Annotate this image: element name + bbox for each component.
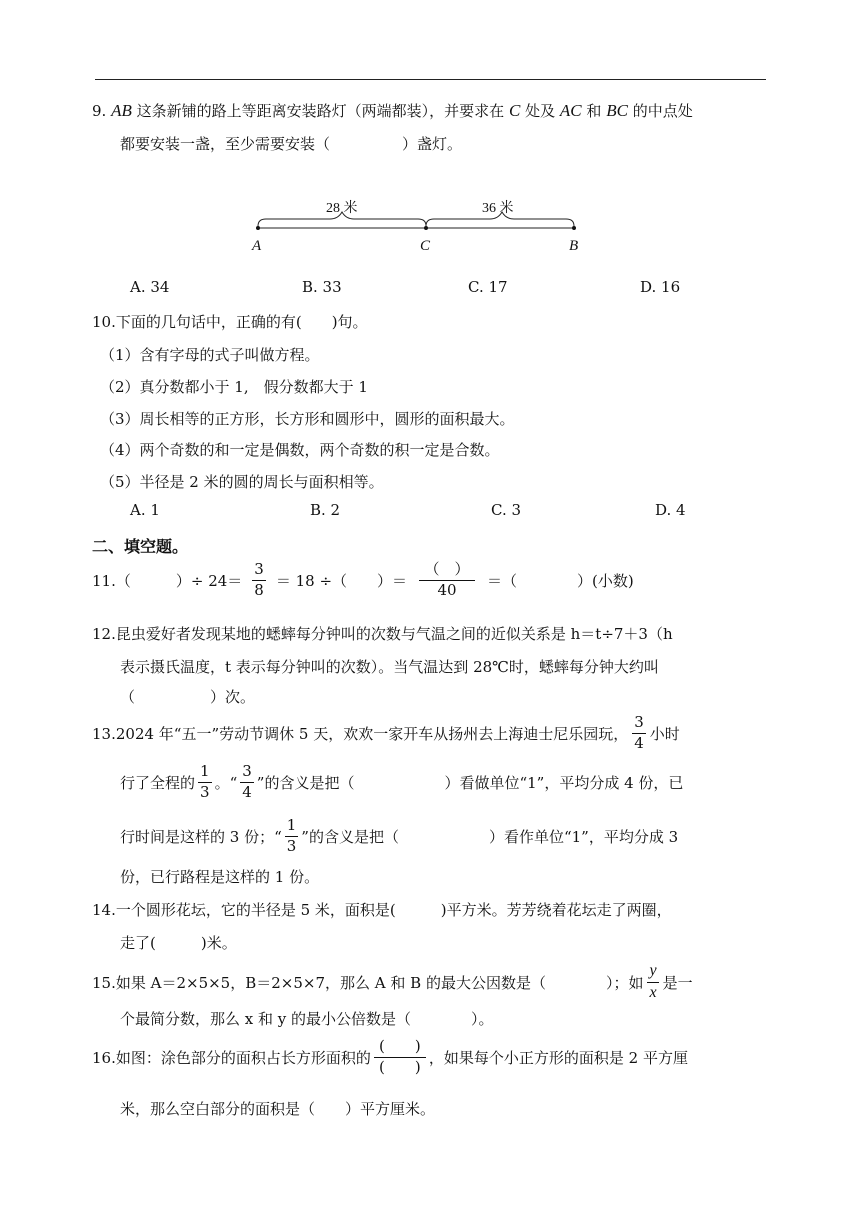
q13-fraction-1-3 (198, 761, 212, 801)
point-b (572, 226, 576, 230)
q9-text: 都要安装一盏，至少需要安装（ (120, 135, 331, 153)
q10-item-5: （5）半径是 2 米的圆的周长与面积相等。 (100, 473, 384, 491)
q13-line3 (120, 814, 678, 858)
q13-line2 (120, 760, 683, 804)
q12-line3: （ ）次。 (120, 688, 256, 706)
q9-option-b: B. 33 (302, 278, 342, 296)
q9-text: AB (111, 101, 132, 120)
q16-text: 16.如图：涂色部分的面积占长方形面积的 (92, 1048, 371, 1067)
fraction-numerator: ( ) (379, 1036, 421, 1055)
q9-line1 (92, 100, 693, 121)
q9-text: BC (606, 101, 628, 120)
q10-item-1: （1）含有字母的式子叫做方程。 (100, 346, 320, 364)
q11 (92, 558, 634, 602)
label-28m: 28 米 (326, 201, 358, 216)
fraction-bar (647, 982, 658, 983)
fraction-numerator: 1 (286, 815, 297, 834)
q9-text: AC (559, 101, 582, 120)
q13-text: 13.2024 年“五一”劳动节调休 5 天，欢欢一家开车从扬州去上海迪士尼乐园玩， (92, 724, 629, 743)
fraction-denominator: 4 (242, 782, 252, 801)
q11-fraction-blank-40 (419, 559, 475, 599)
fraction-denominator: x (649, 983, 657, 1001)
q10-option-b: B. 2 (310, 501, 341, 519)
fraction-denominator: 3 (286, 836, 297, 855)
q13-text: ”的含义是把（ ）看作单位“1”，平均分成 3 (301, 827, 679, 846)
q15-line1 (92, 960, 693, 1004)
q10-option-c: C. 3 (491, 501, 522, 519)
q13-text: 行了全程的 (120, 773, 196, 792)
q9-option-c: C. 17 (468, 278, 508, 296)
q15-fraction-y-x (647, 963, 658, 1002)
label-a: A (252, 238, 262, 254)
q16-line1 (92, 1034, 688, 1080)
q13-line4: 份，已行路程是这样的 1 份。 (120, 868, 320, 886)
q16-fraction-blank (374, 1036, 426, 1076)
fraction-numerator: 3 (242, 761, 252, 780)
q16-text: ，如果每个小正方形的面积是 2 平方厘 (428, 1048, 688, 1067)
q10-option-d: D. 4 (655, 501, 686, 519)
q11-text: ＝ 18 ÷（ ）＝ (275, 571, 408, 590)
q11-text: ＝（ ）(小数) (487, 571, 634, 590)
q16-line2: 米，那么空白部分的面积是（ ）平方厘米。 (120, 1100, 436, 1118)
q9-text: 这条新铺的路上等距离安装路灯（两端都装），并要求在 (136, 102, 505, 120)
label-36m: 36 米 (482, 201, 514, 216)
q15-line2: 个最简分数，那么 x 和 y 的最小公倍数是（ ）。 (120, 1010, 494, 1028)
q13-text: ”的含义是把（ ）看做单位“1”，平均分成 4 份，已 (256, 773, 684, 792)
q13-text: 行时间是这样的 3 份；“ (120, 827, 282, 846)
fraction-numerator: y (649, 961, 657, 979)
q13-fraction-1-3-quoted (285, 815, 299, 855)
q9-text: C (508, 101, 521, 120)
q9-option-a: A. 34 (130, 278, 170, 296)
q10-stem: 10.下面的几句话中，正确的有( )句。 (92, 313, 368, 331)
q9-text: ）盏灯。 (402, 135, 463, 153)
q9-text: 处及 (525, 102, 556, 120)
q10-item-3: （3）周长相等的正方形，长方形和圆形中，圆形的面积最大。 (100, 410, 515, 428)
q15-text: 15.如果 A＝2×5×5，B＝2×5×7，那么 A 和 B 的最大公因数是（ ）；如 (92, 973, 644, 992)
fraction-numerator: 3 (634, 712, 644, 731)
label-b: B (569, 238, 579, 254)
q14-line2: 走了( )米。 (120, 934, 237, 952)
fraction-denominator: 4 (634, 733, 644, 752)
point-c (424, 226, 428, 230)
q9-text: 和 (586, 102, 602, 120)
q9-text: 的中点处 (632, 102, 693, 120)
q14-line1: 14.一个圆形花坛，它的半径是 5 米，面积是( )平方米。芳芳绕着花坛走了两圈， (92, 901, 672, 919)
fraction-denominator: 3 (200, 782, 210, 801)
q12-line2: 表示摄氏温度，t 表示每分钟叫的次数）。当气温达到 28℃时，蟋蟀每分钟大约叫 (120, 658, 659, 676)
fraction-denominator: 8 (254, 580, 264, 599)
q13-text: 小时 (649, 724, 680, 743)
q12-line1: 12.昆虫爱好者发现某地的蟋蟀每分钟叫的次数与气温之间的近似关系是 h＝t÷7＋3（h (92, 625, 673, 643)
q9-option-d: D. 16 (640, 278, 681, 296)
fraction-numerator: 3 (254, 559, 264, 578)
segment-diagram (240, 192, 600, 260)
fraction-denominator: ( ) (379, 1057, 421, 1076)
q13-fraction-3-4 (632, 712, 646, 752)
q10-item-2: （2）真分数都小于 1, 假分数都大于 1 (100, 378, 368, 396)
q9-number: 9. (92, 102, 107, 120)
q15-text: 是一 (662, 973, 693, 992)
header-rule (95, 79, 766, 80)
fraction-numerator: （ ） (424, 559, 470, 578)
q10-item-4: （4）两个奇数的和一定是偶数，两个奇数的积一定是合数。 (100, 441, 500, 459)
q9-line2 (120, 133, 462, 154)
q10-option-a: A. 1 (130, 501, 160, 519)
q11-fraction-3-8 (252, 559, 266, 599)
q13-fraction-3-4-quoted (240, 761, 254, 801)
fraction-numerator: 1 (200, 761, 210, 780)
label-c: C (420, 238, 431, 254)
q13-line1 (92, 712, 680, 754)
point-a (256, 226, 260, 230)
section-title: 二、填空题。 (92, 537, 189, 556)
fraction-denominator: 40 (437, 580, 457, 599)
q11-text: 11.（ ）÷ 24＝ (92, 571, 243, 590)
q13-text: 。“ (214, 773, 238, 792)
